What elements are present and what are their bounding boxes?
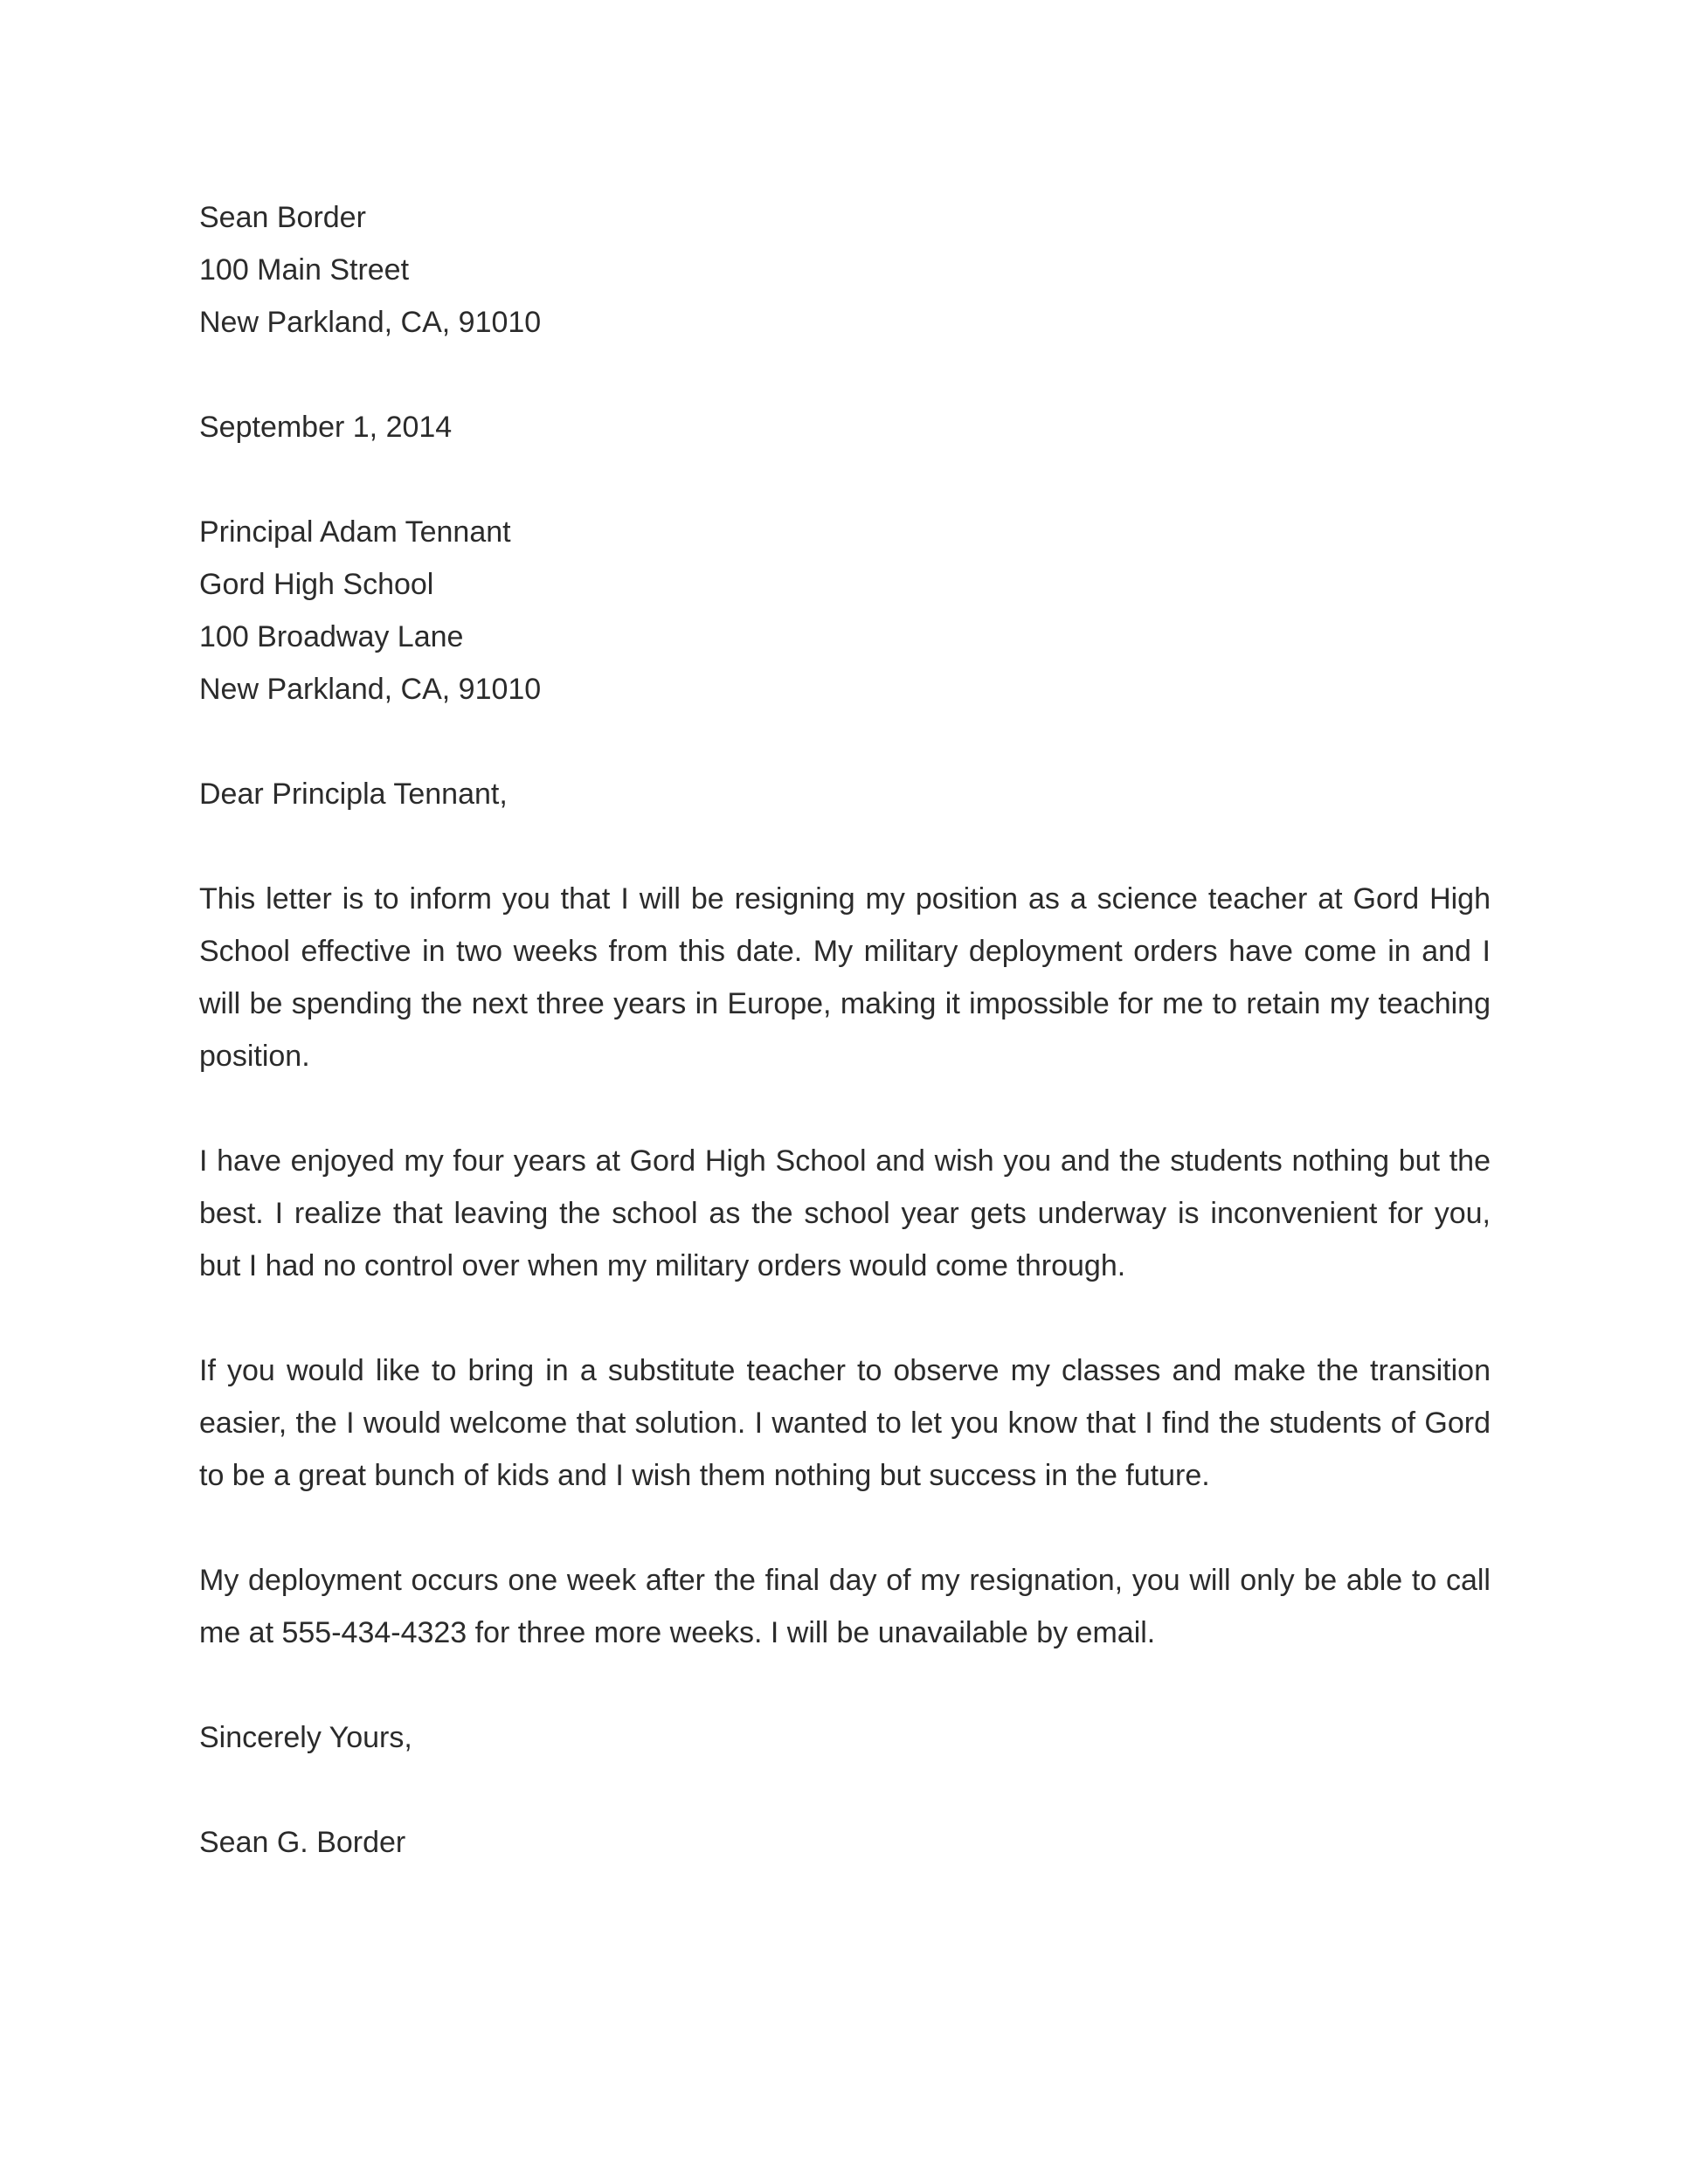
recipient-address [199, 506, 1491, 715]
body-paragraph: If you would like to bring in a substitute teacher to observe my classes and make the transition easier, the I would welcome that solution. I wanted to let you know that I find the students of Gord to be a great bunch of kids and I wish them nothing but success in the future. [199, 1354, 1491, 1492]
closing: Sincerely Yours, [199, 1721, 412, 1754]
sender-address [199, 191, 1491, 349]
salutation: Dear Principla Tennant, [199, 778, 508, 811]
recipient-name: Principal Adam Tennant [199, 515, 511, 549]
letter-date: September 1, 2014 [199, 411, 453, 444]
letter-date-block [199, 401, 1491, 453]
signature-block [199, 1816, 1491, 1869]
closing-block [199, 1711, 1491, 1764]
body-paragraph: I have enjoyed my four years at Gord High School and wish you and the students nothing but the best. I realize that leaving the school as the school year gets underway is inconvenient for you, but I had no control over when my military orders would come through. [199, 1144, 1491, 1282]
letter-content [199, 191, 1491, 1921]
recipient-city-state-zip: New Parkland, CA, 91010 [199, 673, 542, 706]
recipient-organization: Gord High School [199, 568, 434, 601]
signature-name: Sean G. Border [199, 1826, 406, 1859]
sender-city-state-zip: New Parkland, CA, 91010 [199, 306, 542, 339]
sender-name: Sean Border [199, 201, 366, 234]
recipient-street: 100 Broadway Lane [199, 620, 464, 653]
salutation-block [199, 768, 1491, 820]
body-paragraph: This letter is to inform you that I will be resigning my position as a science teacher at Gord High School effective in two weeks from this date. My military deployment orders have come in and I will be spending the next three years in Europe, making it impossible for me to retain my teaching position. [199, 882, 1491, 1073]
body-paragraph: My deployment occurs one week after the final day of my resignation, you will only be able to call me at 555-434-4323 for three more weeks. I will be unavailable by email. [199, 1564, 1491, 1649]
sender-street: 100 Main Street [199, 253, 410, 287]
